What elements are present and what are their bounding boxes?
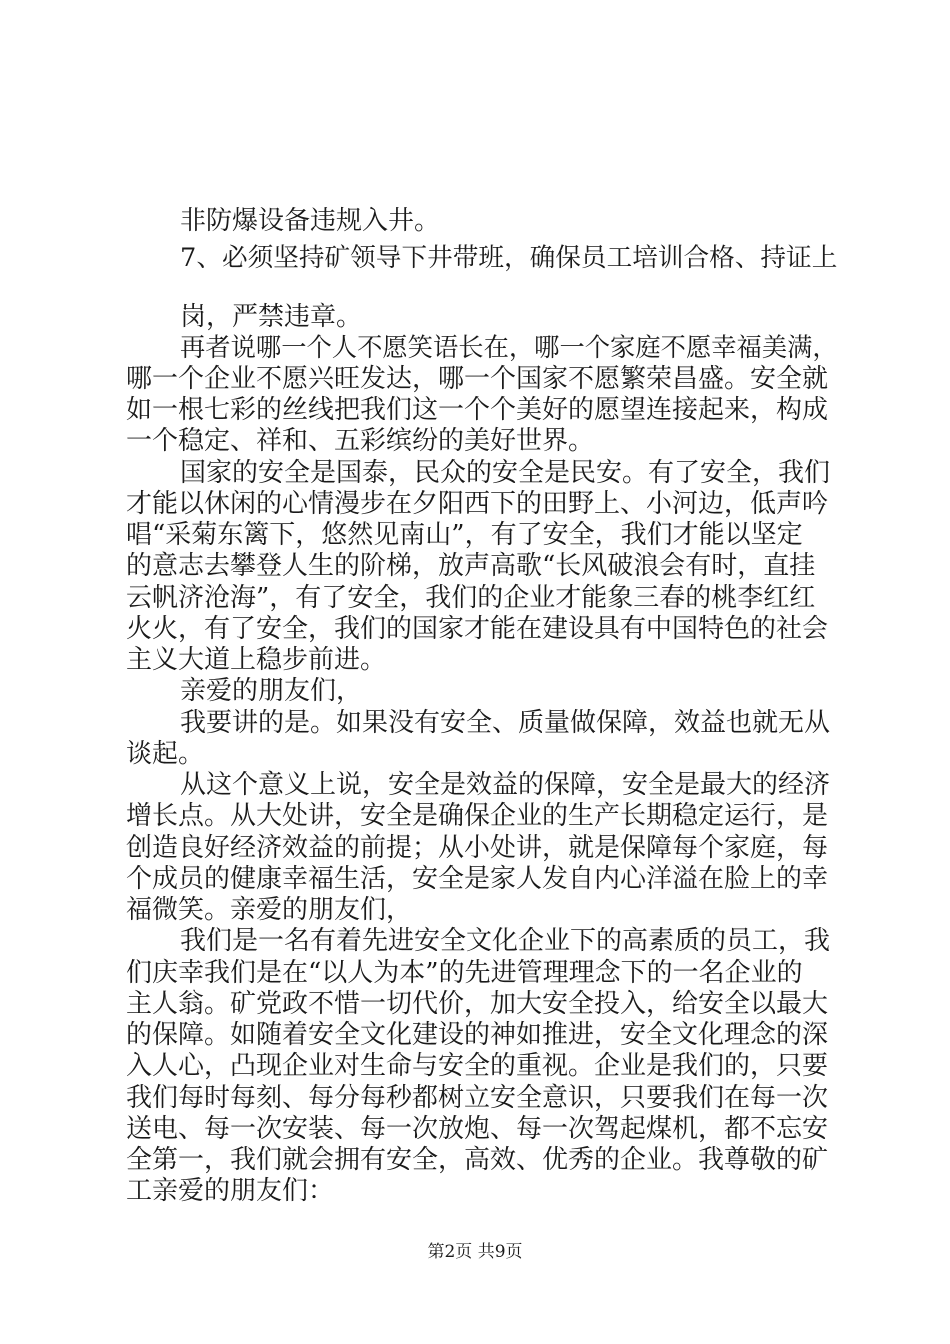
text-line-11: 的意志去攀登人生的阶梯，放声高歌“长风破浪会有时，直挂 bbox=[126, 551, 816, 581]
text-line-3: 岗，严禁违章。 bbox=[180, 302, 363, 332]
text-line-15: 亲爱的朋友们， bbox=[180, 676, 363, 706]
text-line-23: 我们是一名有着先进安全文化企业下的高素质的员工，我 bbox=[180, 926, 831, 956]
text-line-16: 我要讲的是。如果没有安全、质量做保障，效益也就无从 bbox=[180, 708, 831, 738]
text-line-17: 谈起。 bbox=[126, 739, 205, 769]
text-line-6: 如一根七彩的丝线把我们这一个个美好的愿望连接起来，构成 bbox=[126, 395, 829, 425]
text-line-2: 7、必须坚持矿领导下井带班，确保员工培训合格、持证上 bbox=[180, 243, 838, 273]
text-line-24: 们庆幸我们是在“以人为本”的先进管理理念下的一名企业的 bbox=[126, 958, 803, 988]
text-line-25: 主人翁。矿党政不惜一切代价，加大安全投入，给安全以最大 bbox=[126, 989, 829, 1019]
text-line-14: 主义大道上稳步前进。 bbox=[126, 645, 387, 675]
text-line-8: 国家的安全是国泰，民众的安全是民安。有了安全，我们 bbox=[180, 458, 831, 488]
text-line-1: 非防爆设备违规入井。 bbox=[180, 206, 441, 236]
text-line-28: 我们每时每刻、每分每秒都树立安全意识，只要我们在每一次 bbox=[126, 1083, 829, 1113]
text-line-27: 入人心，凸现企业对生命与安全的重视。企业是我们的，只要 bbox=[126, 1051, 829, 1081]
text-line-12: 云帆济沧海”，有了安全，我们的企业才能象三春的桃李红红 bbox=[126, 583, 816, 613]
text-line-4: 再者说哪一个人不愿笑语长在，哪一个家庭不愿幸福美满， bbox=[180, 333, 838, 362]
text-line-18: 从这个意义上说，安全是效益的保障，安全是最大的经济 bbox=[180, 770, 831, 800]
page-number-footer: 第2页 共9页 bbox=[427, 1242, 523, 1262]
text-line-31: 工亲爱的朋友们： bbox=[126, 1176, 335, 1206]
text-line-19: 增长点。从大处讲，安全是确保企业的生产长期稳定运行，是 bbox=[126, 801, 829, 831]
text-line-26: 的保障。如随着安全文化建设的神如推进，安全文化理念的深 bbox=[126, 1020, 829, 1050]
text-line-9: 才能以休闲的心情漫步在夕阳西下的田野上、小河边，低声吟 bbox=[126, 489, 829, 519]
text-line-20: 创造良好经济效益的前提；从小处讲，就是保障每个家庭，每 bbox=[126, 833, 829, 863]
text-line-21: 个成员的健康幸福生活，安全是家人发自内心洋溢在脸上的幸 bbox=[126, 864, 829, 894]
text-line-30: 全第一，我们就会拥有安全，高效、优秀的企业。我尊敬的矿 bbox=[126, 1145, 829, 1175]
text-line-10: 唱“采菊东篱下，悠然见南山”，有了安全，我们才能以坚定 bbox=[126, 520, 803, 550]
text-line-5: 哪一个企业不愿兴旺发达，哪一个国家不愿繁荣昌盛。安全就 bbox=[126, 364, 829, 394]
text-line-7: 一个稳定、祥和、五彩缤纷的美好世界。 bbox=[126, 426, 595, 456]
text-line-29: 送电、每一次安装、每一次放炮、每一次驾起煤机，都不忘安 bbox=[126, 1114, 829, 1144]
text-line-22: 福微笑。亲爱的朋友们， bbox=[126, 895, 413, 925]
text-line-13: 火火，有了安全，我们的国家才能在建设具有中国特色的社会 bbox=[126, 614, 829, 644]
